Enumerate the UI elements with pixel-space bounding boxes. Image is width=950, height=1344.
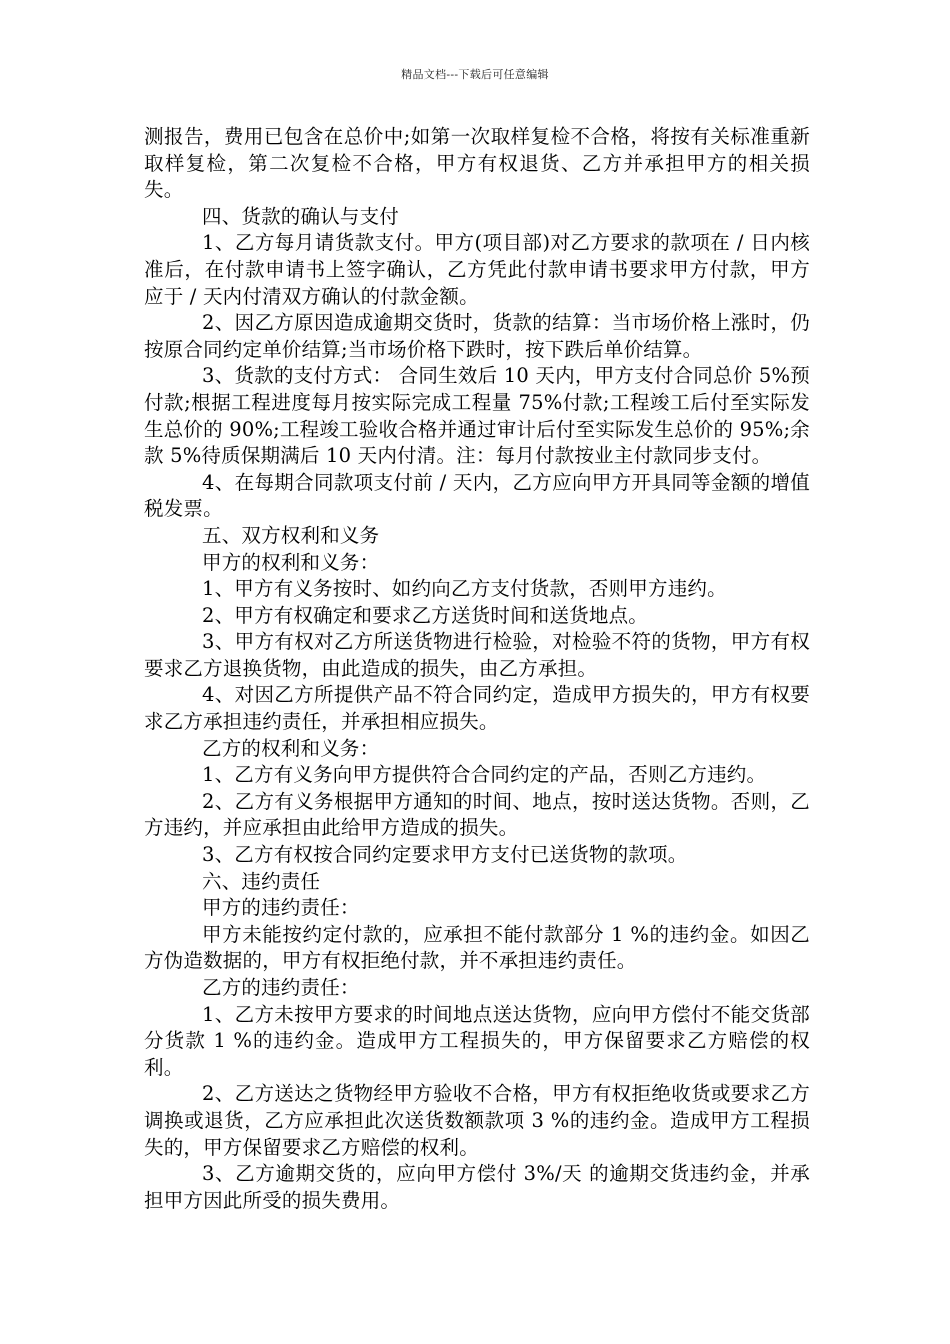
paragraph: 3、乙方有权按合同约定要求甲方支付已送货物的款项。 (202, 843, 688, 867)
paragraph: 甲方未能按约定付款的，应承担不能付款部分 1 %的违约金。如因乙方伪造数据的，甲方有权拒绝付款，并不承担违约责任。 (144, 922, 810, 973)
paragraph: 1、甲方有义务按时、如约向乙方支付货款，否则甲方违约。 (202, 577, 727, 601)
paragraph: 3、甲方有权对乙方所送货物进行检验，对检验不符的货物，甲方有权要求乙方退换货物，由此造成的损失，由乙方承担。 (144, 630, 810, 680)
paragraph: 4、在每期合同款项支付前 / 天内，乙方应向甲方开具同等金额的增值税发票。 (144, 470, 810, 521)
paragraph: 1、乙方未按甲方要求的时间地点送达货物，应向甲方偿付不能交货部分货款 1 %的违约金。造成甲方工程损失的，甲方保留要求乙方赔偿的权利。 (144, 1002, 810, 1079)
paragraph: 1、乙方每月请货款支付。甲方(项目部)对乙方要求的款项在 / 日内核准后，在付款申请书上签字确认，乙方凭此付款申请书要求甲方付款，甲方应于 / 天内付清双方确认的付款金额。 (144, 231, 810, 308)
paragraph: 甲方的违约责任： (202, 896, 360, 920)
paragraph: 2、乙方送达之货物经甲方验收不合格，甲方有权拒绝收货或要求乙方调换或退货，乙方应承担此次送货数额款项 3 %的违约金。造成甲方工程损失的，甲方保留要求乙方赔偿的权利。 (144, 1082, 810, 1159)
paragraph: 六、违约责任 (202, 869, 321, 893)
document-body (144, 124, 810, 1214)
paragraph: 4、对因乙方所提供产品不符合同约定，造成甲方损失的，甲方有权要求乙方承担违约责任，并承担相应损失。 (144, 683, 810, 734)
paragraph: 3、乙方逾期交货的，应向甲方偿付 3%/天 的逾期交货违约金，并承担甲方因此所受的损失费用。 (144, 1162, 810, 1212)
paragraph: 2、乙方有义务根据甲方通知的时间、地点，按时送达货物。否则，乙方违约，并应承担由此给甲方造成的损失。 (144, 789, 810, 840)
page-header: 精品文档---下载后可任意编辑 (401, 68, 549, 81)
paragraph: 2、因乙方原因造成逾期交货时，货款的结算：当市场价格上涨时，仍按原合同约定单价结算;当市场价格下跌时，按下跌后单价结算。 (144, 311, 810, 361)
paragraph: 3、货款的支付方式： 合同生效后 10 天内，甲方支付合同总价 5%预付款;根据工程进度每月按实际完成工程量 75%付款;工程竣工后付至实际发生总价的 90%;工程竣工验收合格并通过审计后付至实际发生总价的 95%;余款 5%待质保期满后 10 天内付清。注：每月付款按业主付款同步支付。 (144, 364, 810, 468)
paragraph: 乙方的权利和义务： (202, 736, 380, 760)
paragraph: 2、甲方有权确定和要求乙方送货时间和送货地点。 (202, 603, 649, 627)
paragraph: 测报告，费用已包含在总价中;如第一次取样复检不合格，将按有关标准重新取样复检，第二次复检不合格，甲方有权退货、乙方并承担甲方的相关损失。 (144, 125, 810, 202)
paragraph: 四、货款的确认与支付 (202, 204, 400, 228)
paragraph: 乙方的违约责任： (202, 976, 360, 999)
paragraph: 五、双方权利和义务 (202, 523, 380, 547)
paragraph: 1、乙方有义务向甲方提供符合合同约定的产品，否则乙方违约。 (202, 763, 767, 787)
paragraph: 甲方的权利和义务： (202, 550, 380, 574)
